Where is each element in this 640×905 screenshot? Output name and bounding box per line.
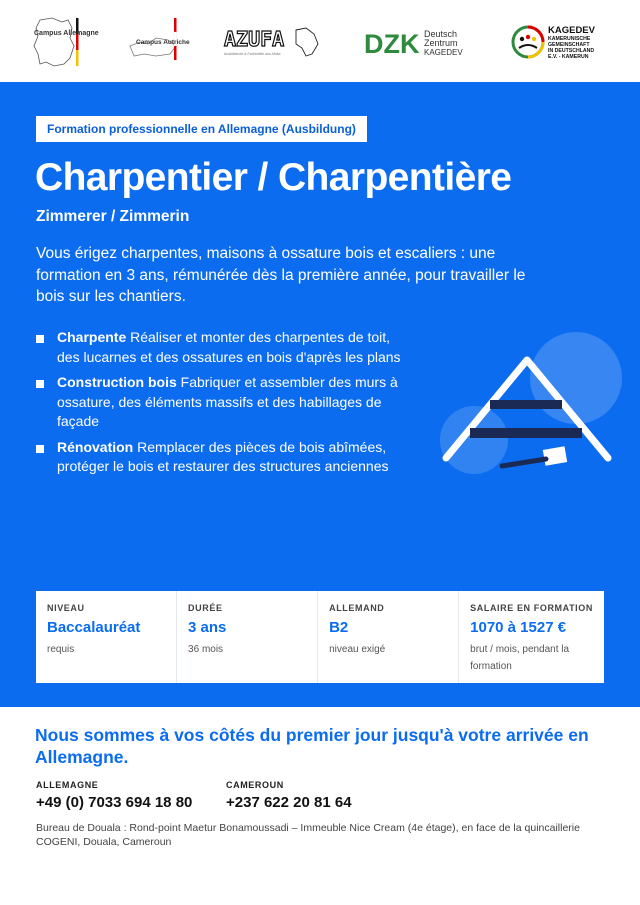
stat-value: Baccalauréat: [47, 619, 141, 636]
stat-label: SALAIRE EN FORMATION: [470, 603, 593, 613]
phone-number-link[interactable]: +237 622 20 81 64: [226, 794, 352, 811]
task-item: [36, 328, 416, 367]
dzk-line3: KAGEDEV: [424, 48, 463, 57]
stat-salaire: [459, 591, 604, 683]
task-title: Charpente: [57, 329, 127, 345]
bullet-square-icon: [36, 335, 44, 343]
kagedev-wordmark: KAGEDEV: [548, 25, 595, 36]
stat-duree: [177, 591, 318, 683]
task-title: Construction bois: [57, 374, 177, 390]
azufa-logo: [222, 24, 322, 60]
task-item: [36, 438, 416, 477]
bullet-square-icon: [36, 445, 44, 453]
hero-section: [0, 82, 640, 707]
roof-frame-illustration: [438, 330, 623, 480]
kagedev-logo: [510, 22, 612, 62]
kagedev-line4: E.V. - KAMERUN: [548, 54, 589, 60]
stat-label: ALLEMAND: [329, 603, 385, 613]
stat-value: 1070 à 1527 €: [470, 619, 567, 636]
contact-label: CAMEROUN: [226, 780, 284, 790]
stat-label: DURÉE: [188, 603, 223, 613]
task-list: [36, 328, 416, 483]
task-text: Réaliser et monter des charpentes de toit, des lucarnes et des ossatures en bois d'après les plans: [57, 329, 401, 365]
stat-value: B2: [329, 619, 349, 636]
campus-autriche-label: Campus Autriche: [136, 39, 190, 46]
kagedev-line1: KAMERUNISCHE: [548, 36, 591, 42]
dzk-line2: Zentrum: [424, 38, 458, 48]
stat-note: requis: [47, 644, 75, 655]
stat-note: niveau exigé: [329, 644, 386, 655]
logo-header: [0, 0, 640, 82]
page-subtitle: Zimmerer / Zimmerin: [36, 208, 190, 225]
dzk-line1: Deutsch: [424, 29, 458, 39]
azufa-wordmark: AZUFA: [224, 27, 285, 51]
contact-cameroun: [226, 780, 352, 811]
footer-section: [0, 707, 640, 905]
campus-allemagne-label: Campus Allemagne: [34, 30, 99, 37]
page-title: Charpentier / Charpentière: [35, 156, 512, 199]
key-facts-panel: [36, 591, 604, 683]
contact-allemagne: [36, 780, 192, 811]
stat-note: brut / mois, pendant la formation: [470, 644, 570, 672]
intro-paragraph: Vous érigez charpentes, maisons à ossature bois et escaliers : une formation en 3 ans, rémunérée dès la première année, pour travailler le bois sur les chantiers.: [36, 245, 526, 305]
bullet-square-icon: [36, 380, 44, 388]
campus-allemagne-logo: [28, 14, 99, 70]
kagedev-line2: GEMEINSCHAFT: [548, 42, 590, 48]
stat-value: 3 ans: [188, 619, 227, 636]
office-address: Bureau de Douala : Rond-point Maetur Bonamoussadi – Immeuble Nice Cream (4e étage), en face de la quincaillerie COGENI, Douala, Cameroun: [36, 822, 580, 848]
dzk-logo: [364, 26, 466, 60]
azufa-subtitle: Ausbildende & Fachkräfte aus Afrika: [224, 52, 281, 56]
campus-autriche-logo: [126, 16, 190, 68]
program-tag: Formation professionnelle en Allemagne (Ausbildung): [36, 116, 367, 142]
support-tagline: Nous sommes à vos côtés du premier jour jusqu'à votre arrivée en Allemagne.: [35, 725, 589, 767]
stat-label: NIVEAU: [47, 603, 85, 613]
task-item: [36, 373, 416, 432]
kagedev-line3: IN DEUTSCHLAND: [548, 48, 595, 54]
task-text: Remplacer des pièces de bois abîmées, protéger le bois et restaurer des structures anciennes: [57, 438, 389, 474]
stat-allemand: [318, 591, 459, 683]
task-text: Fabriquer et assembler des murs à ossature, des éléments massifs et des habillages de façade: [57, 374, 398, 429]
contact-label: ALLEMAGNE: [36, 780, 99, 790]
dzk-wordmark: DZK: [364, 29, 420, 59]
stat-niveau: [36, 591, 177, 683]
stat-note: 36 mois: [188, 644, 224, 655]
task-title: Rénovation: [57, 438, 134, 455]
phone-number-link[interactable]: +49 (0) 7033 694 18 80: [36, 794, 193, 811]
